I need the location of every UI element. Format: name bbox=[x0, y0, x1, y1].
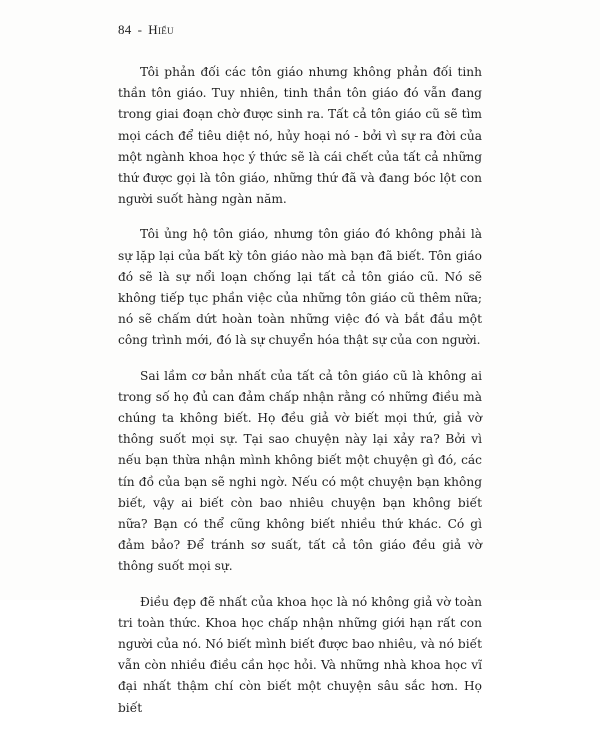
body-text bbox=[118, 62, 482, 733]
header-separator: - bbox=[137, 22, 143, 37]
running-header bbox=[118, 22, 174, 38]
paragraph-1: Tôi phản đối các tôn giáo nhưng không phản đối tinh thần tôn giáo. Tuy nhiên, tinh thần tôn giáo đó vẫn đang trong giai đoạn chờ được sinh ra. Tất cả tôn giáo cũ sẽ tìm mọi cách để tiêu diệt nó, hủy hoại nó - bởi vì sự ra đời của một ngành khoa học ý thức sẽ là cái chết của tất cả những thứ được gọi là tôn giáo, những thứ đã và đang bóc lột con người suốt hàng ngàn năm. bbox=[118, 65, 482, 207]
chapter-title: Hiểu bbox=[148, 22, 174, 37]
paragraph-4: Điều đẹp đẽ nhất của khoa học là nó không giả vờ toàn tri toàn thức. Khoa học chấp nhận những giới hạn rất con người của nó. Nó biết mình biết được bao nhiêu, và nó biết vẫn còn nhiều điều cần học hỏi. Và những nhà khoa học vĩ đại nhất thậm chí còn biết một chuyện sâu sắc hơn. Họ biết bbox=[118, 594, 482, 715]
paragraph-2: Tôi ủng hộ tôn giáo, nhưng tôn giáo đó không phải là sự lặp lại của bất kỳ tôn giáo nào mà bạn đã biết. Tôn giáo đó sẽ là sự nổi loạn chống lại tất cả tôn giáo cũ. Nó sẽ không tiếp tục phần việc của những tôn giáo cũ thêm nữa; nó sẽ chấm dứt hoàn toàn những việc đó và bắt đầu một công trình mới, đó là sự chuyển hóa thật sự của con người. bbox=[118, 227, 482, 348]
paragraph-3: Sai lầm cơ bản nhất của tất cả tôn giáo cũ là không ai trong số họ đủ can đảm chấp nhận rằng có những điều mà chúng ta không biết. Họ đều giả vờ biết mọi thứ, giả vờ thông suốt mọi sự. Tại sao chuyện này lại xảy ra? Bởi vì nếu bạn thừa nhận mình không biết một chuyện gì đó, các tín đồ của bạn sẽ nghi ngờ. Nếu có một chuyện bạn không biết, vậy ai biết còn bao nhiêu chuyện bạn không biết nữa? Bạn có thể cũng không biết nhiều thứ khác. Có gì đảm bảo? Để tránh sơ suất, tất cả tôn giáo đều giả vờ thông suốt mọi sự. bbox=[118, 368, 482, 574]
page-number: 84 bbox=[118, 22, 132, 37]
